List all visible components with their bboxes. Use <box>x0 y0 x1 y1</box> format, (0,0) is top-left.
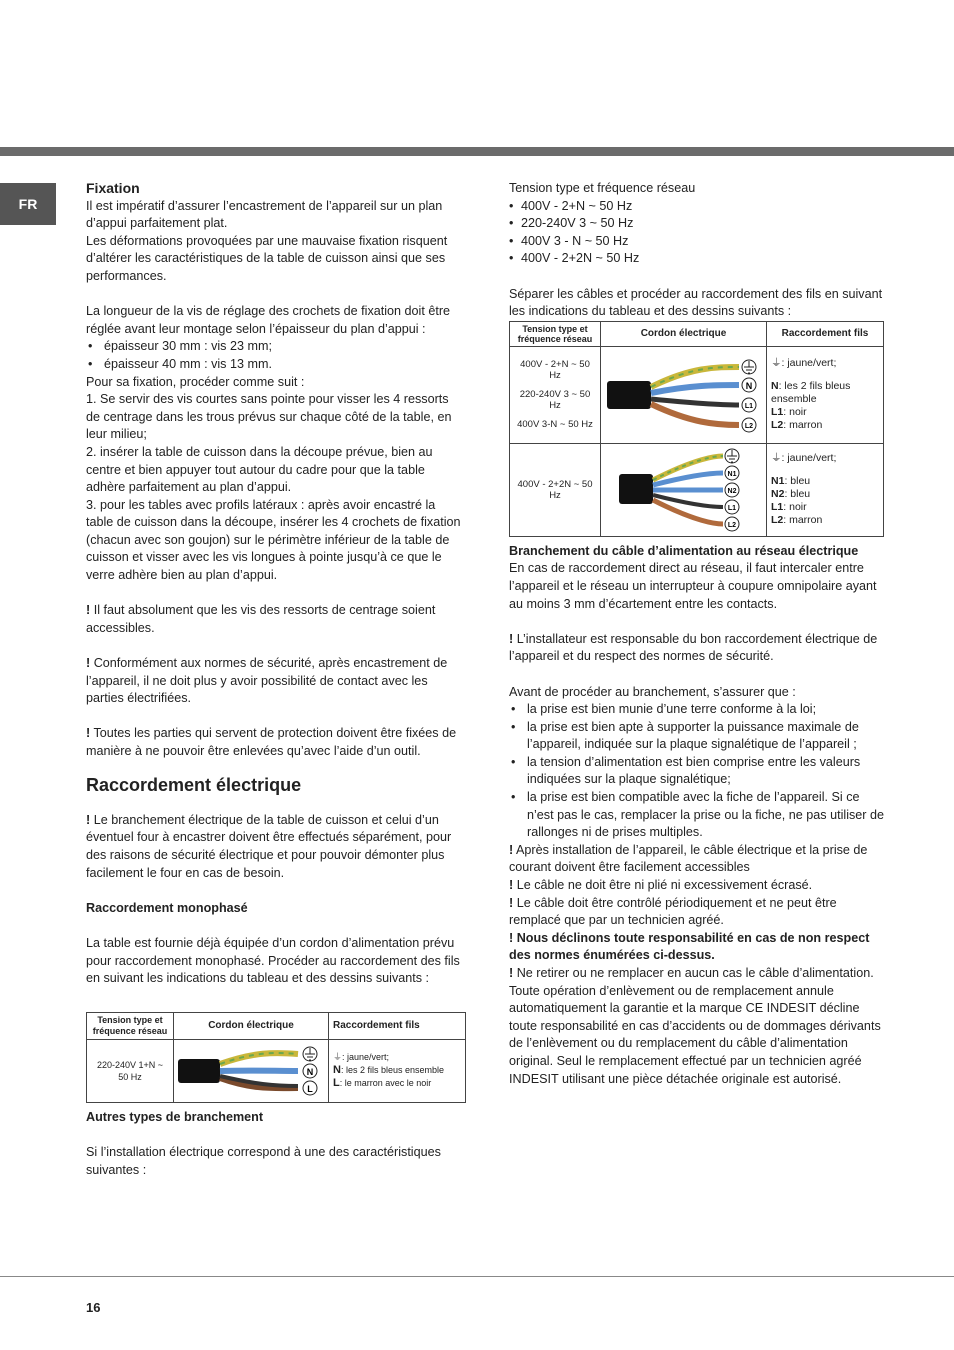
monophase-title: Raccordement monophasé <box>86 900 248 915</box>
earth-icon: ⏚ <box>333 1052 343 1063</box>
svg-text:N2: N2 <box>727 487 737 495</box>
table-header: Tension type et fréquence réseau <box>510 321 601 346</box>
list-item: • la prise est bien apte à supporter la puissance maximale de l’appareil, indiquée sur la plaque signalétique de l’appareil ; <box>509 719 884 754</box>
fixation-title: Fixation <box>86 180 140 196</box>
svg-text:L2: L2 <box>744 422 754 430</box>
warning-bend: ! Le câble ne doit être ni plié ni excessivement écrasé. <box>509 878 813 893</box>
branchement-title: Branchement du câble d’alimentation au réseau électrique <box>509 543 859 558</box>
left-column <box>86 180 466 1179</box>
right-column <box>509 180 884 1088</box>
warning-3: ! Toutes les parties qui servent de protection doivent être fixées de manière à ne pouvoir être enlevées qu’avec l’aide d’un outil. <box>86 726 457 758</box>
voltage-cell: 400V - 2+N ~ 50 Hz 220-240V 3 ~ 50 Hz 400V 3-N ~ 50 Hz <box>510 346 601 443</box>
table-header: Raccordement fils <box>767 321 884 346</box>
list-item: • épaisseur 30 mm : vis 23 mm; <box>86 338 466 356</box>
list-item: • la prise est bien compatible avec la fiche de l’appareil. Si ce n’est pas le cas, remplacer la prise ou la fiche, ne pas utiliser de rallonges ni de prises multiples. <box>509 789 884 842</box>
table-header: Cordon électrique <box>601 321 767 346</box>
voltage-cell: 400V - 2+2N ~ 50 Hz <box>510 443 601 536</box>
table-header: Cordon électrique <box>174 1012 329 1039</box>
step-2: 2. insérer la table de cuisson dans la découpe prévue, bien au centre et bien appuyer tout autour du cadre pour que la table adhère parfaitement au plan d’appui. <box>86 444 433 495</box>
header-bar <box>0 147 954 156</box>
fixation-paragraph-1: Il est impératif d’assurer l’encastrement de l’appareil sur un plan d’appui parfaitement plat. <box>86 198 443 231</box>
svg-text:L2: L2 <box>727 521 737 529</box>
warning-access: ! Après installation de l’appareil, le câble électrique et la prise de courant doivent être facilement accessibles <box>509 842 868 875</box>
wire-connections: ⏚: jaune/vert; N: les 2 fils bleus ensemble L1: noir L2: marron <box>767 346 884 443</box>
footer-rule <box>0 1276 954 1277</box>
fixation-paragraph-3: La longueur de la vis de réglage des crochets de fixation doit être réglée avant leur montage selon l’épaisseur du plan d’appui : <box>86 304 451 336</box>
list-item: • épaisseur 40 mm : vis 13 mm. <box>86 356 466 374</box>
warning-2: ! Conformément aux normes de sécurité, après encastrement de l’appareil, il ne doit plus y avoir possibilité de contact avec les parties électrifiées. <box>86 656 448 706</box>
cable-drawing-5-wire <box>601 443 767 536</box>
list-item: • 220-240V 3 ~ 50 Hz <box>509 215 884 233</box>
svg-text:L: L <box>307 1083 313 1094</box>
tension-title: Tension type et fréquence réseau <box>509 181 696 195</box>
step-1: 1. Se servir des vis courtes sans pointe pour visser les 4 ressorts de centrage dans les trous prévus sur chaque côté de la table, en leur milieu; <box>86 392 452 442</box>
list-item: • la tension d’alimentation est bien comprise entre les valeurs indiquées sur la plaque signalétique; <box>509 754 884 789</box>
fixation-paragraph-2: Les déformations provoquées par une mauvaise fixation risquent d’altérer les caractéristiques de la table de cuisson ainsi que ses performances. <box>86 233 448 283</box>
step-3: 3. pour les tables avec profils latéraux : après avoir encastré la table de cuisson dans la découpe, insérer les 4 crochets de fixation (chacun avec son goujon) sur le périmètre inférieur de la table de cuisson et visser avec les vis longues à pointe jusqu’à ce que le verre adhère bien au plan d’appui. <box>86 497 461 583</box>
fixation-paragraph-4: Pour sa fixation, procéder comme suit : <box>86 374 305 389</box>
cable-drawing-4-wire <box>601 346 767 443</box>
svg-text:N1: N1 <box>727 470 737 478</box>
list-item: • 400V - 2+N ~ 50 Hz <box>509 198 884 216</box>
monophase-table <box>86 1012 466 1103</box>
thickness-list <box>86 338 466 373</box>
cable-drawing <box>174 1039 329 1102</box>
tension-list <box>509 198 884 268</box>
table-header: Raccordement fils <box>329 1012 466 1039</box>
avant-paragraph: Avant de procéder au branchement, s’assurer que : <box>509 684 796 699</box>
raccordement-title: Raccordement électrique <box>86 774 302 795</box>
branchement-paragraph: En cas de raccordement direct au réseau, il faut intercaler entre l’appareil et le réseau un interrupteur à coupure omnipolaire ayant au moins 3 mm d’écartement entre les contacts. <box>509 561 877 611</box>
list-item: • la prise est bien munie d’une terre conforme à la loi; <box>509 701 884 719</box>
list-item: • 400V - 2+2N ~ 50 Hz <box>509 250 884 268</box>
installer-warning: ! L’installateur est responsable du bon raccordement électrique de l’appareil et du respect des normes de sécurité. <box>509 631 878 664</box>
voltage-cell: 220-240V 1+N ~ 50 Hz <box>87 1039 174 1102</box>
svg-text:L1: L1 <box>727 504 737 512</box>
wire-connections: ⏚: jaune/vert; N: les 2 fils bleus ensemble L: le marron avec le noir <box>329 1039 466 1102</box>
list-item: • 400V 3 - N ~ 50 Hz <box>509 233 884 251</box>
language-tab: FR <box>0 183 56 225</box>
raccordement-paragraph: ! Le branchement électrique de la table de cuisson et celui d’un éventuel four à encastrer doivent être effectués séparément, pour des raisons de sécurité électrique et pour pouvoir démonter plus facilement le four en cas de besoin. <box>86 812 452 880</box>
triphase-table <box>509 321 884 537</box>
page-number: 16 <box>86 1300 101 1315</box>
autres-paragraph: Si l’installation électrique correspond à une des caractéristiques suivantes : <box>86 1144 441 1177</box>
separer-paragraph: Séparer les câbles et procéder au raccordement des fils en suivant les indications du tableau et des dessins suivants : <box>509 286 883 319</box>
svg-text:L1: L1 <box>744 402 754 410</box>
warning-responsibility: ! Nous déclinons toute responsabilité en cas de non respect des normes énumérées ci-dessus. <box>509 930 870 963</box>
warning-cable: ! Ne retirer ou ne remplacer en aucun cas le câble d’alimentation. Toute opération d’enlèvement ou de remplacement annule automatiquement la garantie et la marque CE INDESIT décline toute responsabilité en cas d’accidents ou de dommages dérivants de l’enlèvement ou du remplacement du câble d’alimentation original. Seul le remplacement effectué par un technicien agréé INDESIT utilisant une pièce détachée originale est autorisé. <box>509 966 881 1086</box>
checks-list <box>509 701 884 842</box>
earth-icon: ⏚ <box>771 452 782 465</box>
earth-icon: ⏚ <box>771 357 782 370</box>
warning-check: ! Le câble doit être contrôlé périodiquement et ne peut être remplacé que par un technicien agréé. <box>509 895 837 928</box>
table-header: Tension type et fréquence réseau <box>87 1012 174 1039</box>
warning-1: ! Il faut absolument que les vis des ressorts de centrage soient accessibles. <box>86 603 436 635</box>
monophase-paragraph: La table est fournie déjà équipée d’un cordon d’alimentation prévu pour raccordement monophasé. Procéder au raccordement des fils en suivant les indications du tableau et des dessins suivants : <box>86 935 460 986</box>
svg-text:N: N <box>306 1066 314 1077</box>
wire-connections: ⏚: jaune/vert; N1: bleu N2: bleu L1: noir L2: marron <box>767 443 884 536</box>
svg-text:N: N <box>745 380 753 391</box>
autres-title: Autres types de branchement <box>86 1109 264 1124</box>
